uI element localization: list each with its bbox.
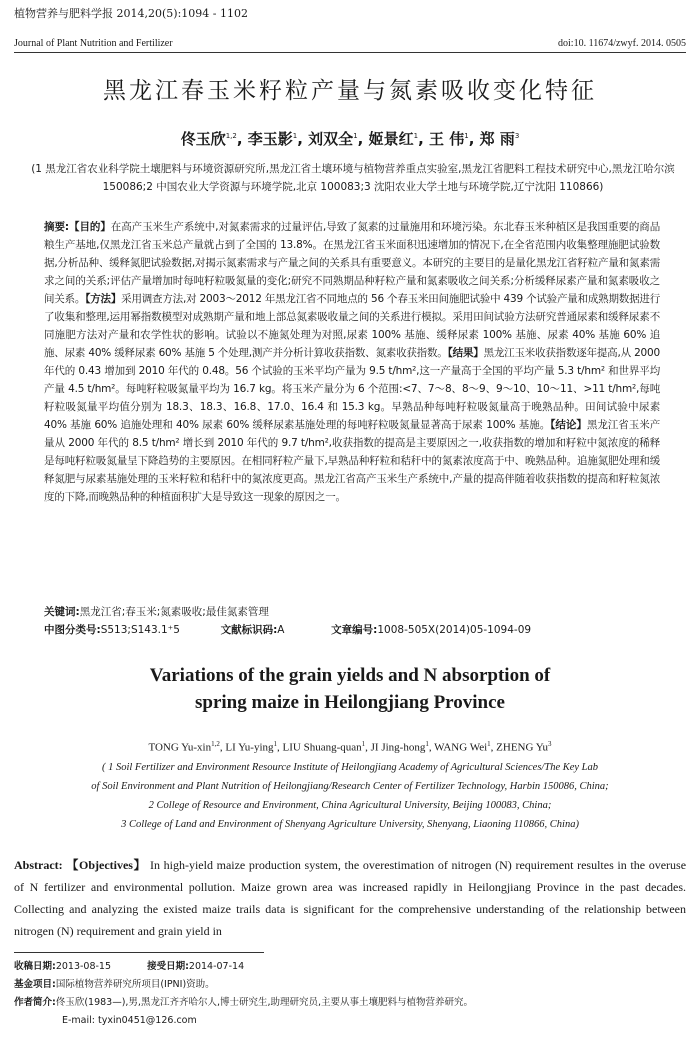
journal-header-cn: 植物营养与肥料学报 2014,20(5):1094 - 1102 [14,7,248,20]
author-sup: 1 [413,132,419,140]
doc-code-label: 文献标识码: [220,624,278,636]
clc-label: 中图分类号: [44,624,101,636]
title-en-text: Variations of the grain yields and N absorption of spring maize in Heilongjiang Province [149,665,551,713]
title-en [0,662,700,716]
author-cn: 佟玉欣 [180,130,226,148]
doc-code-value: A [277,624,285,636]
abstract-cn [44,218,660,506]
authors-cn: 佟玉欣$^{1,2}$, 李玉影$^1$, 刘双全$^1$, 姬景红$^1$, 王 伟$^1$, 郑 雨$^3$ [180,130,520,148]
conclusion-tag: 【结论】 [550,419,587,431]
author-sup: 1 [487,740,491,748]
result-tag: 【结果】 [447,347,484,359]
objective-tag: 【目的】 [68,221,111,233]
clc-value: S513;S143.1⁺5 [100,624,180,636]
author-en: JI Jing-hong [370,741,426,754]
author-bio-label: 作者简介: [14,997,56,1008]
email-row [14,1012,473,1030]
author-sup: 1 [425,740,429,748]
author-sup: 3 [514,132,520,140]
abstract-label: 摘要: [44,221,69,233]
author-en: LIU Shuang-quan [282,741,362,754]
email-text: E-mail: tyxin0451@126.com [62,1015,197,1026]
method-text: 采用调查方法,对 2003〜2012 年黑龙江省不同地点的 56 个春玉米田间施肥试验中 439 个试验产量和成熟期数据进行了收集和整理,运用幂指数模型对成熟期产量和地上部总氮素吸收量之间的关系进行模拟。采用田间试验方法研究普通尿素和缓释尿素不同施肥方法对产量和农学性状的影响。试验以不施氮处理为对照,尿素 100% 基施、缓释尿素 100% 基施、尿素 40% 基施 60% 追施、尿素 40% 缓释尿素 60% 基施 5 个处理,测产并分析计算收获指数、氮素收获指数。 [44,293,660,359]
affiliation-en-line: 3 College of Land and Environment of Shenyang Agriculture University, Shenyang, Liaoning 110866, China) [121,819,579,830]
article-no-value: 1008-505X(2014)05-1094-09 [377,624,532,636]
author-bio-row [14,994,473,1012]
objective-text: 在高产玉米生产系统中,对氮素需求的过量评估,导致了氮素的过量施用和环境污染。东北春玉米种植区是我国重要的商品粮生产基地,仅黑龙江省玉米总产量就占到了全国的 13.8%。在黑龙江省玉米面积迅速增加的情况下,在全省范围内收集整理施肥试验数据,分析品种、缓释氮肥试验数据,对揭示氮素需求与产量之间的关系具有重要意义。本研究的主要目的是量化黑龙江省籽粒产量和氮素需求之间的关系;评估产量增加时每吨籽粒吸氮量的变化;研究不同熟期品种籽粒产量和氮素吸收之间关系;分析缓释尿素产量和氮素吸收之间关系。 [44,221,661,305]
conclusion-text: 黑龙江省玉米产量从 2000 年代的 8.5 t/hm² 增长到 2010 年代的 9.7 t/hm²,收获指数的提高是主要原因之一,收获指数的增加和籽粒中氮浓度的稀释是每吨籽粒吸氮量呈下降趋势的主要原因。在相同籽粒产量下,早熟品种籽粒和秸秆中的氮素浓度高于中、晚熟品种。追施氮肥处理和缓释氮肥与尿素基施处理的玉米籽粒和秸秆中的氮浓度更高。黑龙江省高产玉米生产系统中,产量的提高伴随着收获指数的提高和籽粒氮浓度的下降,而晚熟品种的种植面积扩大是导致这一现象的原因之一。 [44,419,660,503]
author-sup: 1 [361,740,366,748]
author-en: LI Yu-ying [225,741,274,754]
received-label: 收稿日期: [14,961,56,972]
affiliation-cn: (1 黑龙江省农业科学院土壤肥料与环境资源研究所,黑龙江省土壤环境与植物营养重点实验室,黑龙江省肥料工程技术研究中心,黑龙江哈尔滨 150086;2 中国农业大学资源与环境学院,北京 100083;3 沈阳农业大学土地与环境学院,辽宁沈阳 110866) [31,163,675,193]
author-cn: 李玉影 [247,130,293,148]
author-en: TONG Yu-xin [148,741,212,754]
abstract-en [14,854,686,942]
journal-header-en: Journal of Plant Nutrition and Fertilizer [14,38,173,49]
doi: doi:10. 11674/zwyf. 2014. 0505 [558,38,686,49]
fund-label: 基金项目: [14,979,56,990]
method-tag: 【方法】 [85,293,122,305]
accepted-date: 2014-07-14 [188,961,245,972]
keywords-cn [44,604,269,619]
author-sup: 1,2 [225,132,237,140]
footnote-rule [14,952,264,953]
author-bio-text: 佟玉欣(1983—),男,黑龙江齐齐哈尔人,博士研究生,助理研究员,主要从事土壤肥料与植物营养研究。 [55,997,474,1008]
affiliation-en-line: of Soil Environment and Plant Nutrition of Heilongjiang/Research Center of Fertilizer Technology, Harbin 150086, China; [91,781,609,792]
affiliation-en [0,758,700,834]
author-cn: 王 伟 [428,130,465,148]
author-cn: 姬景红 [368,130,414,148]
abstract-en-text: In high-yield maize production system, the overestimation of nitrogen (N) requirement resultes in the overuse of N fertilizer and environmental pollution. Maize grown area was increased rapidly in Heilongjiang Province in the past decades. Collecting and analyzing the existed maize trails data is significant for the comprehensive understanding of the relationship between nitrogen (N) requirement and grain yield in [14,858,687,938]
author-cn: 郑 雨 [479,130,515,148]
fund-row [14,976,473,994]
affiliation-en-line: 2 College of Resource and Environment, China Agricultural University, Beijing 100083, China; [148,800,552,811]
result-text: 黑龙江玉米收获指数逐年提高,从 2000 年代的 0.43 增加到 2010 年代的 0.48。56 个试验的玉米平均产量为 9.5 t/hm²,这一产量高于全国的平均产量 5.3 t/hm² 和世界平均产量 4.5 t/hm²。每吨籽粒吸氮量平均为 16.7 kg。将玉米产量分为 6 个范围:<7、7〜8、8〜9、9〜10、10〜11、>11 t/hm²,每吨籽粒吸氮量平均值分别为 18.3、18.3、16.8、17.0、16.4 和 15.3 kg。早熟品种每吨籽粒吸氮量高于晚熟品种。田间试验中尿素 40% 基施 60% 追施处理和 40% 尿素 60% 缓释尿素基施处理的每吨籽粒吸氮量显著高于尿素 100% 基施。 [44,347,660,431]
author-sup: 1 [273,740,278,748]
classification-line [44,622,660,637]
objectives-tag: 【Objectives】 [66,858,147,872]
keywords-label: 关键词: [44,606,80,618]
author-sup: 1 [464,132,469,140]
article-no-label: 文章编号: [331,624,378,636]
header-rule [14,52,686,53]
authors-en: TONG Yu-xin$^{1,2}$, LI Yu-ying$^1$, LIU Shuang-quan$^1$, JI Jing-hong$^1$, WANG Wei$^1$, ZHENG Yu$^3$ [148,740,552,754]
dates-row [14,958,473,976]
author-sup: 1,2 [211,740,220,748]
keywords-text: 黑龙江省;春玉米;氮素吸收;最佳氮素管理 [79,606,269,618]
received-date: 2013-08-15 [55,961,112,972]
abstract-en-label: Abstract: [14,858,63,872]
author-en: ZHENG Yu [496,741,549,754]
author-sup: 1 [353,132,358,140]
author-sup: 3 [548,740,552,748]
author-cn: 刘双全 [308,130,354,148]
accepted-label: 接受日期: [147,961,189,972]
title-cn: 黑龙江春玉米籽粒产量与氮素吸收变化特征 [103,78,597,104]
affiliation-en-line: ( 1 Soil Fertilizer and Environment Resource Institute of Heilongjiang Academy of Agricultural Sciences/The Key Lab [101,762,599,773]
author-sup: 1 [292,132,298,140]
fund-text: 国际植物营养研究所项目(IPNI)资助。 [55,979,215,990]
footnotes [14,958,473,1030]
author-en: WANG Wei [434,741,488,754]
